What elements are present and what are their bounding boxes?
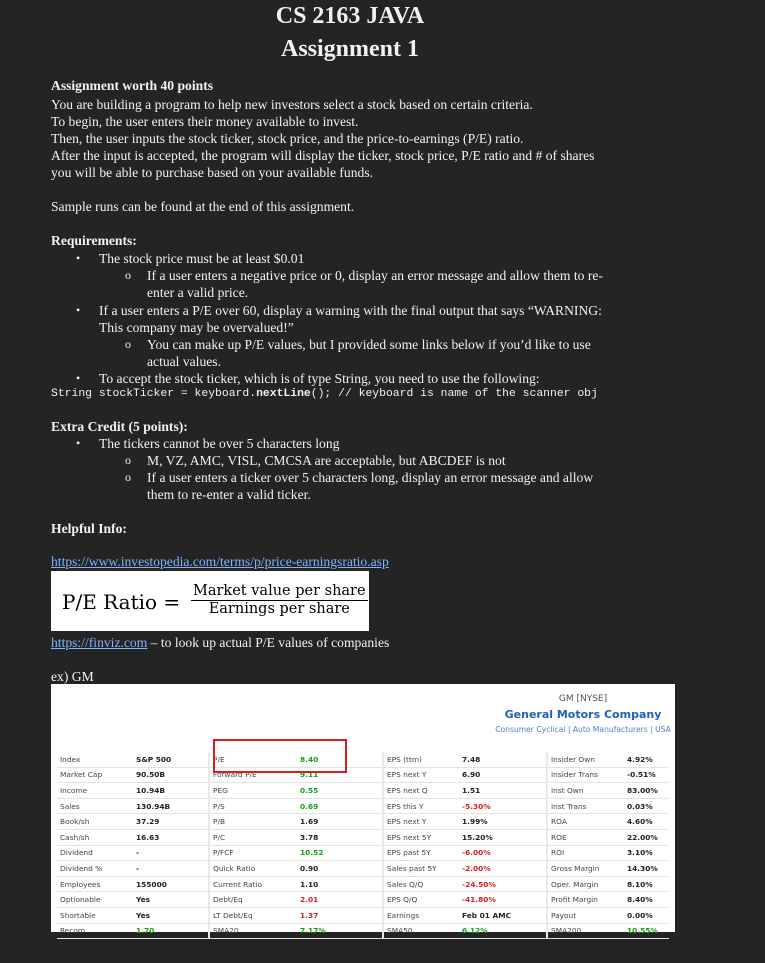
metric-value: -5.30% [459,798,547,814]
course-title: CS 2163 JAVA [275,3,425,29]
ticker-exchange: GM [NYSE] [558,694,608,704]
metric-value: Yes [133,892,209,908]
metric-label: Payout [547,907,624,923]
metric-label: P/E [209,752,297,767]
metric-label: EPS next Y [383,767,459,783]
metric-value: 4.60% [624,814,669,830]
sub-bullet-icon: o [125,337,131,351]
metric-value: 14.30% [624,861,669,877]
metric-value: 8.40 [297,752,383,767]
metric-value: -0.51% [624,767,669,783]
requirement-2-sub-line-2: actual values. [147,354,221,369]
metric-label: EPS next 5Y [383,829,459,845]
metric-label: Income [57,783,133,799]
metric-value: 1.51 [459,783,547,799]
metric-value: 16.63 [133,829,209,845]
fundamentals-table [57,752,669,939]
metric-value: -2.00% [459,861,547,877]
table-row [57,814,669,830]
metric-label: P/FCF [209,845,297,861]
metric-label: EPS next Y [383,814,459,830]
table-row [57,907,669,923]
finviz-line [51,634,389,651]
metric-value: 37.29 [133,814,209,830]
intro-line-1: You are building a program to help new investors select a stock based on certain criteria. [51,97,533,112]
example-label: ex) GM [51,669,94,684]
metric-value: -24.50% [459,876,547,892]
pe-highlight-box [213,739,347,773]
metric-label: Employees [57,876,133,892]
requirements-heading: Requirements: [51,233,137,248]
metric-value: 9.11 [297,767,383,783]
metric-label: EPS Q/Q [383,892,459,908]
table-row [57,798,669,814]
metric-label: Insider Own [547,752,624,767]
metric-label: EPS this Y [383,798,459,814]
gm-quote-screenshot [51,684,675,936]
metric-value: 90.50B [133,767,209,783]
metric-label: Cash/sh [57,829,133,845]
metric-label: Dividend % [57,861,133,877]
metric-value: 8.40% [624,892,669,908]
metric-value: 7.48 [459,752,547,767]
metric-value: Feb 01 AMC [459,907,547,923]
metric-value: 22.00% [624,829,669,845]
metric-value: 130.94B [133,798,209,814]
metric-label: SMA50 [383,923,459,939]
metric-value: 3.78 [297,829,383,845]
metric-label: Index [57,752,133,767]
metric-label: Book/sh [57,814,133,830]
intro-line-5: you will be able to purchase based on your available funds. [51,165,374,180]
metric-value: 8.10% [624,876,669,892]
metric-label: SMA200 [547,923,624,939]
metric-label: Quick Ratio [209,861,297,877]
metric-value: 1.99% [459,814,547,830]
bullet-icon: • [76,436,81,450]
intro-line-2: To begin, the user enters their money available to invest. [51,114,359,129]
table-row [57,829,669,845]
metric-value: 6.90 [459,767,547,783]
code-suffix: (); // keyboard is name of the scanner obj [310,388,598,400]
metric-label: EPS (ttm) [383,752,459,767]
metric-label: Sales [57,798,133,814]
finviz-link[interactable]: https://finviz.com [51,635,148,650]
metric-value: 4.92% [624,752,669,767]
metric-label: Oper. Margin [547,876,624,892]
metric-label: Optionable [57,892,133,908]
requirement-1-sub-line-2: enter a valid price. [147,285,249,300]
requirement-2-line-2: This company may be overvalued!” [99,320,294,335]
formula-denominator: Earnings per share [208,601,350,617]
metric-label: ROA [547,814,624,830]
metric-value: 1.37 [297,907,383,923]
formula-numerator: Market value per share [193,583,366,599]
table-row [57,861,669,877]
metric-label: Market Cap [57,767,133,783]
formula-lhs: P/E Ratio = [62,590,181,614]
metric-value: S&P 500 [133,752,209,767]
metric-label: ROI [547,845,624,861]
metric-value: 155000 [133,876,209,892]
formula-fraction [191,583,368,617]
metric-value: 10.94B [133,783,209,799]
table-row [57,876,669,892]
metric-label: Profit Margin [547,892,624,908]
metric-label: Sales past 5Y [383,861,459,877]
metric-value: 83.00% [624,783,669,799]
extra-credit-sub-2-line-2: them to re-enter a valid ticker. [147,487,311,502]
pe-ratio-formula [51,571,369,631]
metric-value: -41.80% [459,892,547,908]
sub-bullet-icon: o [125,453,131,467]
metric-value: 0.00% [624,907,669,923]
metric-label: Current Ratio [209,876,297,892]
company-name: General Motors Company [504,708,662,721]
requirement-2-sub-line-1: You can make up P/E values, but I provided some links below if you’d like to use [147,337,591,352]
requirement-1: The stock price must be at least $0.01 [99,251,305,266]
table-row [57,923,669,939]
metric-label: SMA20 [209,923,297,939]
extra-credit-1: The tickers cannot be over 5 characters long [99,436,340,451]
bullet-icon: • [76,251,81,265]
extra-credit-heading: Extra Credit (5 points): [51,419,188,434]
bullet-icon: • [76,371,81,385]
metric-label: PEG [209,783,297,799]
metric-value: 7.17% [297,923,383,939]
metric-label: Inst Own [547,783,624,799]
metric-value: 15.20% [459,829,547,845]
requirement-1-sub-line-1: If a user enters a negative price or 0, display an error message and allow them to re- [147,268,603,283]
sub-bullet-icon: o [125,268,131,282]
extra-credit-sub-2-line-1: If a user enters a ticker over 5 characters long, display an error message and allow [147,470,594,485]
metric-value: 1.10 [297,876,383,892]
code-method: nextLine [256,388,311,400]
metric-label: Inst Trans [547,798,624,814]
extra-credit-sub-1: M, VZ, AMC, VISL, CMCSA are acceptable, but ABCDEF is not [147,453,506,468]
metric-value: 0.03% [624,798,669,814]
metric-value: - [133,845,209,861]
metric-label: EPS past 5Y [383,845,459,861]
code-snippet [51,386,598,403]
helpful-info-heading: Helpful Info: [51,521,127,536]
metric-value: 0.69 [297,798,383,814]
metric-value: 10.55% [624,923,669,939]
metric-label: Insider Trans [547,767,624,783]
metric-value: -6.00% [459,845,547,861]
intro-line-4: After the input is accepted, the program will display the ticker, stock price, P/E ratio and # of shares [51,148,595,163]
points-heading: Assignment worth 40 points [51,78,214,93]
metric-value: 3.10% [624,845,669,861]
table-row [57,752,669,767]
table-row [57,783,669,799]
metric-label: Earnings [383,907,459,923]
metric-label: Sales Q/Q [383,876,459,892]
metric-value: - [133,861,209,877]
investopedia-link[interactable]: https://www.investopedia.com/terms/p/price-earningsratio.asp [51,554,389,569]
intro-line-3: Then, the user inputs the stock ticker, stock price, and the price-to-earnings (P/E) ratio. [51,131,524,146]
metric-label: Gross Margin [547,861,624,877]
metric-label: P/C [209,829,297,845]
metric-value: 2.01 [297,892,383,908]
metric-label: EPS next Q [383,783,459,799]
company-category: Consumer Cyclical | Auto Manufacturers | USA [495,725,671,734]
code-prefix: String stockTicker = keyboard. [51,388,257,400]
sub-bullet-icon: o [125,470,131,484]
metric-label: Debt/Eq [209,892,297,908]
requirement-3: To accept the stock ticker, which is of type String, you need to use the following: [99,371,540,386]
metric-value: 6.12% [459,923,547,939]
requirement-2-line-1: If a user enters a P/E over 60, display a warning with the final output that says “WARNING: [99,303,602,318]
metric-value: 1.70 [133,923,209,939]
table-row [57,767,669,783]
assignment-title: Assignment 1 [280,36,419,62]
metric-label: Recom [57,923,133,939]
bullet-icon: • [76,303,81,317]
metric-value: 1.69 [297,814,383,830]
metric-value: Yes [133,907,209,923]
table-row [57,845,669,861]
metric-label: Dividend [57,845,133,861]
metric-label: P/B [209,814,297,830]
metric-value: 10.52 [297,845,383,861]
metric-label: P/S [209,798,297,814]
metric-label: LT Debt/Eq [209,907,297,923]
metric-label: Forward P/E [209,767,297,783]
metric-value: 0.90 [297,861,383,877]
metric-value: 0.55 [297,783,383,799]
sample-runs-note: Sample runs can be found at the end of this assignment. [51,199,355,214]
metric-label: Shortable [57,907,133,923]
metric-label: ROE [547,829,624,845]
finviz-note: – to look up actual P/E values of companies [147,635,390,650]
table-row [57,892,669,908]
